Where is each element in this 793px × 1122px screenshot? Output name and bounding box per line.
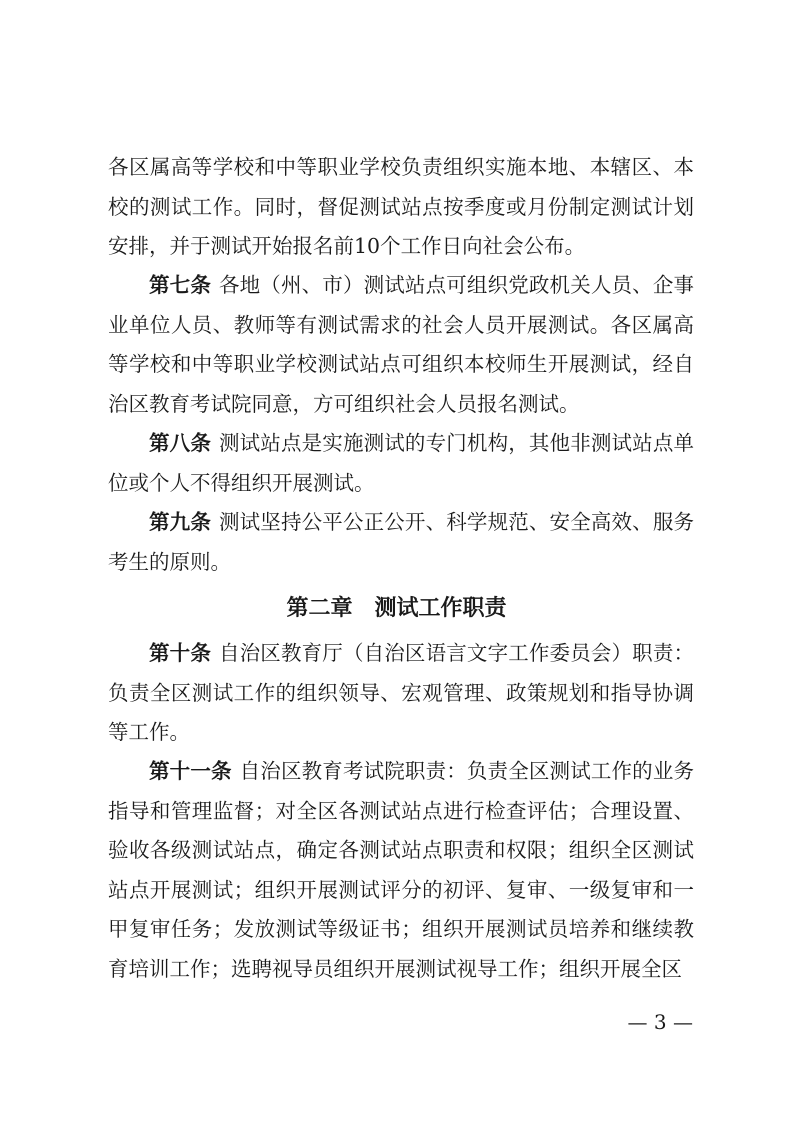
paragraph-text: 各区属高等学校和中等职业学校负责组织实施本地、本辖区、本校的测试工作。同时，督促测试站点按季度或月份制定测试计划安排，并于测试开始报名前10个工作日向社会公布。 (108, 155, 694, 258)
article-label: 第九条 (149, 510, 211, 534)
article-text: 自治区教育厅（自治区语言文字工作委员会）职责：负责全区测试工作的组织领导、宏观管理、政策规划和指导协调等工作。 (108, 641, 695, 744)
page-number: — 3 — (627, 1010, 693, 1034)
article-10 (108, 634, 694, 753)
article-text: 测试站点是实施测试的专门机构，其他非测试站点单位或个人不得组织开展测试。 (108, 431, 695, 495)
article-9 (108, 503, 694, 582)
article-8 (108, 424, 694, 503)
article-label: 第十条 (149, 641, 211, 665)
article-text: 各地（州、市）测试站点可组织党政机关人员、企事业单位人员、教师等有测试需求的社会人员开展测试。各区属高等学校和中等职业学校测试站点可组织本校师生开展测试，经自治区教育考试院同意，方可组织社会人员报名测试。 (108, 273, 695, 416)
article-11 (108, 752, 694, 989)
article-7 (108, 266, 694, 424)
article-text: 自治区教育考试院职责：负责全区测试工作的业务指导和管理监督；对全区各测试站点进行检查评估；合理设置、验收各级测试站点，确定各测试站点职责和权限；组织全区测试站点开展测试；组织开展测试评分的初评、复审、一级复审和一甲复审任务；发放测试等级证书；组织开展测试员培养和继续教育培训工作；选聘视导员组织开展测试视导工作；组织开展全区 (108, 759, 694, 981)
article-text: 测试坚持公平公正公开、科学规范、安全高效、服务考生的原则。 (108, 510, 695, 574)
paragraph-continuation (108, 148, 694, 267)
chapter-title: 测试工作职责 (374, 596, 507, 621)
article-label: 第十一条 (149, 759, 232, 783)
article-label: 第七条 (149, 273, 211, 297)
article-label: 第八条 (149, 431, 211, 455)
chapter-heading (0, 591, 793, 622)
chapter-number: 第二章 (286, 596, 353, 621)
